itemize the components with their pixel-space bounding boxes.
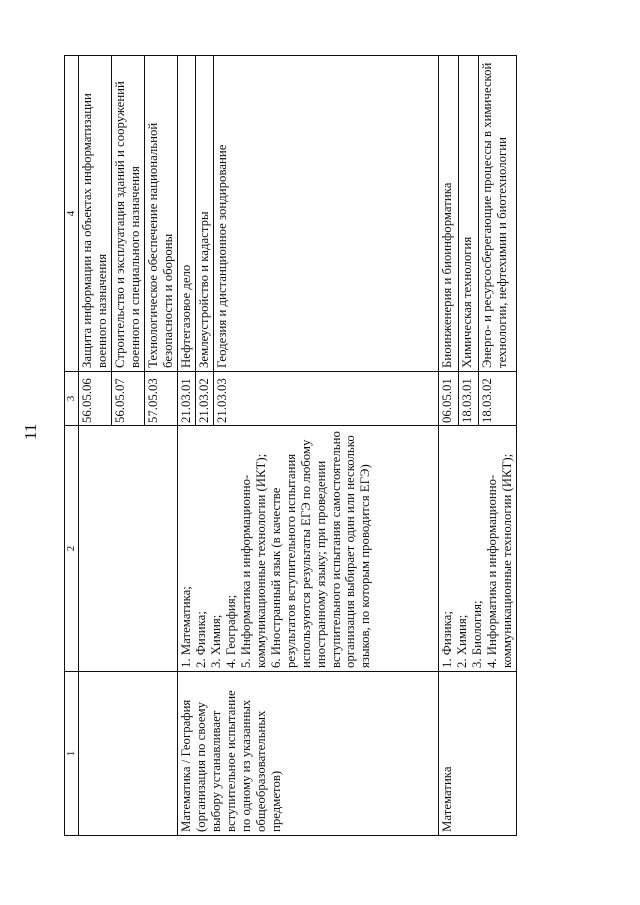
- specialty-name: Энерго- и ресурсосберегающие процессы в химической технологии, нефтехимии и биотехнологии: [479, 56, 516, 372]
- specialty-name: Защита информации на объектах информатизации военного назначения: [79, 56, 112, 372]
- specialty-name: Технологическое обеспечение национальной безопасности и обороны: [144, 56, 177, 372]
- specialty-code: 57.05.03: [144, 372, 177, 426]
- empty-cell: [79, 426, 178, 672]
- header-col-4: 4: [65, 56, 79, 372]
- page-number: 11: [21, 423, 40, 440]
- exam-item: 1. Физика;: [439, 611, 454, 668]
- exam-list-cell: [438, 426, 516, 672]
- specialty-name: Нефтегазовое дело: [177, 56, 195, 372]
- table-row: [177, 56, 195, 836]
- subjects-table: [64, 55, 517, 836]
- exam-item: 2. Химия;: [454, 614, 469, 668]
- rotated-page-content: [64, 56, 551, 836]
- exam-item: 3. Химия;: [208, 614, 223, 668]
- exam-item: 4. Информатика и информационно-коммуникационные технологии (ИКТ);: [484, 453, 514, 668]
- specialty-name: Химическая технология: [459, 56, 479, 372]
- header-col-1: 1: [65, 672, 79, 836]
- specialty-code: 18.03.01: [459, 372, 479, 426]
- exam-item: 6. Иностранный язык (в качестве результатов вступительного испытания используются результаты ЕГЭ по любому иностранному языку; при проведении вступительного испытания самостоятельно организация выбирает один или несколько языков, по которым проводится ЕГЭ): [268, 431, 373, 668]
- specialty-code: 18.03.02: [479, 372, 516, 426]
- specialty-code: 56.05.06: [79, 372, 112, 426]
- specialty-code: 56.05.07: [111, 372, 144, 426]
- header-col-3: 3: [65, 372, 79, 426]
- specialty-code: 21.03.01: [177, 372, 195, 426]
- specialty-code: 06.05.01: [438, 372, 458, 426]
- empty-cell: [79, 672, 178, 836]
- specialty-name: Биоинженерия и биоинформатика: [438, 56, 458, 372]
- exam-item: 1. Математика;: [178, 586, 193, 668]
- exam-list-cell: [177, 426, 438, 672]
- header-col-2: 2: [65, 426, 79, 672]
- specialty-name: Землеустройство и кадастры: [195, 56, 213, 372]
- exam-item: 4. География;: [223, 594, 238, 668]
- subject-cell: Математика / География (организация по своему выбору устанавливает вступительное испытание по одному из указанных общеобразовательных предметов): [177, 672, 438, 836]
- table-row: [79, 56, 112, 836]
- exam-item: 3. Биология;: [469, 600, 484, 668]
- specialty-name: Строительство и эксплуатация зданий и сооружений военного и специального назначения: [111, 56, 144, 372]
- header-row: [65, 56, 79, 836]
- exam-item: 5. Информатика и информационно-коммуникационные технологии (ИКТ);: [238, 453, 268, 668]
- table-row: [438, 56, 458, 836]
- subject-cell: Математика: [438, 672, 516, 836]
- specialty-code: 21.03.03: [213, 372, 438, 426]
- exam-item: 2. Физика;: [193, 611, 208, 668]
- specialty-name: Геодезия и дистанционное зондирование: [213, 56, 438, 372]
- specialty-code: 21.03.02: [195, 372, 213, 426]
